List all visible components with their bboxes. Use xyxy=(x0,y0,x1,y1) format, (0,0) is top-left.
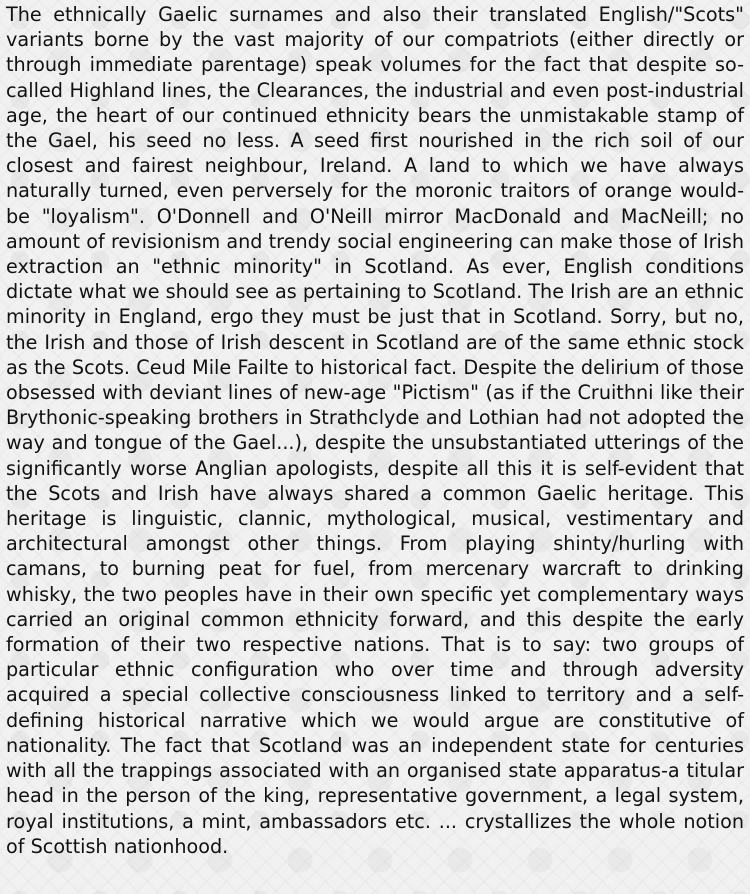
body-paragraph: The ethnically Gaelic surnames and also their translated English/"Scots" variants borne by the vast majority of our compatriots (either directly or through immediate parentage) speak volumes for the fact that despite so-called Highland lines, the Clearances, the industrial and even post-industrial age, the heart of our continued ethnicity bears the unmistakable stamp of the Gael, his seed no less. A seed first nourished in the rich soil of our closest and fairest neighbour, Ireland. A land to which we have always naturally turned, even perversely for the moronic traitors of orange would-be "loyalism". O'Donnell and O'Neill mirror MacDonald and MacNeill; no amount of revisionism and trendy social engineering can make those of Irish extraction an "ethnic minority" in Scotland. As ever, English conditions dictate what we should see as pertaining to Scotland. The Irish are an ethnic minority in England, ergo they must be just that in Scotland. Sorry, but no, the Irish and those of Irish descent in Scotland are of the same ethnic stock as the Scots. Ceud Mile Failte to historical fact. Despite the delirium of those obsessed with deviant lines of new-age "Pictism" (as if the Cruithni like their Brythonic-speaking brothers in Strathclyde and Lothian had not adopted the way and tongue of the Gael...), despite the unsubstantiated utterings of the significantly worse Anglian apologists, despite all this it is self-evident that the Scots and Irish have always shared a common Gaelic heritage. This heritage is linguistic, clannic, mythological, musical, vestimentary and architectural amongst other things. From playing shinty/hurling with camans, to burning peat for fuel, from mercenary warcraft to drinking whisky, the two peoples have in their own specific yet complementary ways carried an original common ethnicity forward, and this despite the early formation of their two respective nations. That is to say: two groups of particular ethnic configuration who over time and through adversity acquired a special collective consciousness linked to territory and a self-defining historical narrative which we would argue are constitutive of nationality. The fact that Scotland was an independent state for centuries with all the trappings associated with an organised state apparatus-a titular head in the person of the king, representative government, a legal system, royal institutions, a mint, ambassadors etc. ... crystallizes the whole notion of Scottish nationhood. xyxy=(6,3,744,858)
